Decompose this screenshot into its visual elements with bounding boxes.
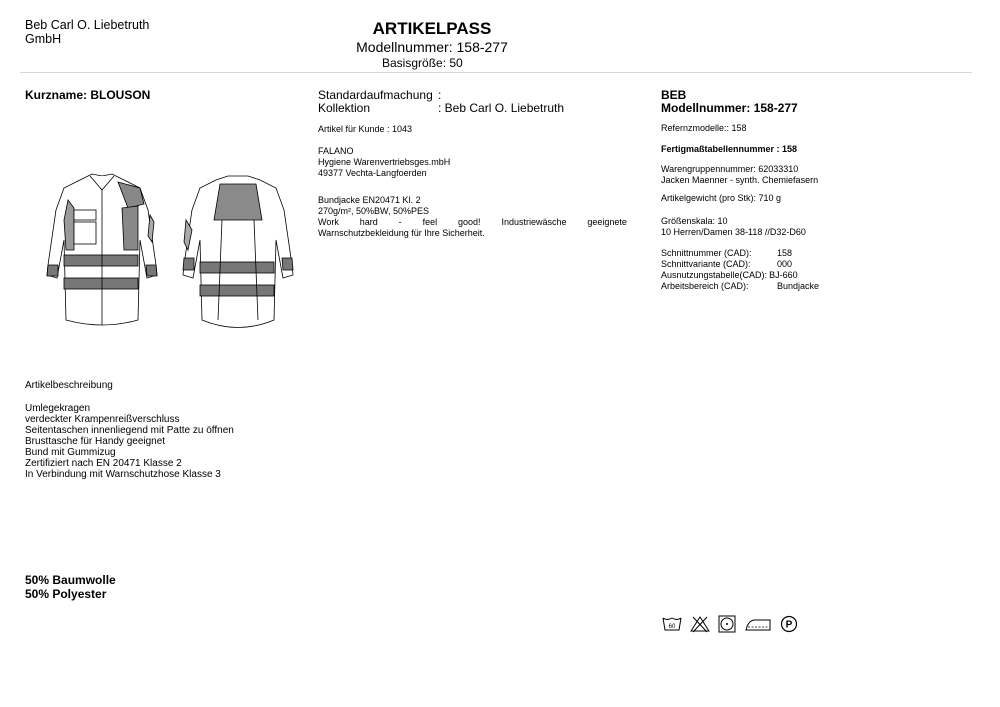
- product-group: Warengruppennummer: 62033310 Jacken Maenner - synth. Chemiefasern: [661, 164, 819, 185]
- customer-address: FALANO Hygiene Warenvertriebsges.mbH 49377 Vechta-Langfoerden: [318, 146, 451, 178]
- brand-block: BEB Modellnummer: 158-277: [661, 88, 798, 115]
- description-heading: Artikelbeschreibung: [25, 380, 113, 391]
- wash-60-icon: [662, 615, 682, 633]
- slogan-word: -: [398, 217, 402, 227]
- product-info: Bundjacke EN20471 Kl. 2 270g/m², 50%BW, 50%PES Work hard - feel good! Industriewäsche geeignete Warnschutzbekleidung für Ihre Sicherheit.: [318, 195, 627, 238]
- no-bleach-icon: [690, 615, 710, 633]
- product-slogan-line: [318, 217, 627, 228]
- tumble-dry-icon: [718, 615, 736, 633]
- description-line: Zertifiziert nach EN 20471 Klasse 2: [25, 458, 182, 469]
- slogan-word: feel: [422, 217, 438, 227]
- jacket-technical-drawing: [22, 170, 294, 340]
- company-name: Beb Carl O. Liebetruth GmbH: [25, 18, 150, 46]
- description-list: [25, 403, 234, 480]
- slogan-word: hard: [359, 217, 378, 227]
- description-line: Bund mit Gummizug: [25, 447, 116, 458]
- customer-article: Artikel für Kunde : 1043: [318, 124, 413, 134]
- care-symbols: [662, 615, 798, 633]
- page-title: ARTIKELPASS: [372, 19, 492, 38]
- jacket-front-drawing: [47, 174, 157, 325]
- iron-icon: [744, 615, 772, 633]
- dry-clean-p-icon: [780, 615, 798, 633]
- short-name: Kurzname: BLOUSON: [25, 88, 151, 102]
- material-composition: 50% Baumwolle 50% Polyester: [25, 573, 116, 601]
- model-number-header: Modellnummer: 158-277: [356, 39, 508, 55]
- slogan-word: geeignete: [587, 217, 627, 227]
- slogan-word: Work: [318, 217, 339, 227]
- cad-info: Schnittnummer (CAD): 158 Schnittvariante (CAD): 000 Ausnutzungstabelle(CAD): BJ-660 Arbeitsbereich (CAD): Bundjacke: [661, 248, 820, 291]
- description-line: verdeckter Krampenreißverschluss: [25, 414, 180, 425]
- description-line: In Verbindung mit Warnschutzhose Klasse 3: [25, 469, 221, 480]
- reference-models: Refernzmodelle:: 158: [661, 123, 747, 133]
- description-line: Seitentaschen innenliegend mit Patte zu öffnen: [25, 425, 234, 436]
- slogan-word: good!: [458, 217, 481, 227]
- article-weight: Artikelgewicht (pro Stk): 710 g: [661, 193, 782, 203]
- description-line: Umlegekragen: [25, 403, 91, 414]
- jacket-back-drawing: [183, 176, 293, 328]
- base-size: Basisgröße: 50: [382, 56, 463, 70]
- slogan-word: Industriewäsche: [501, 217, 567, 227]
- size-scale: Größenskala: 10 10 Herren/Damen 38-118 //D32-D60: [661, 216, 806, 237]
- svg-text:P: P: [785, 619, 793, 631]
- size-table-number: Fertigmaßtabellennummer : 158: [661, 144, 798, 154]
- description-line: Brusttasche für Handy geeignet: [25, 436, 166, 447]
- svg-text:60: 60: [668, 624, 676, 630]
- collection-info: Standardaufmachung : Kollektion : Beb Carl O. Liebetruth: [318, 88, 565, 115]
- header-divider: [20, 72, 972, 73]
